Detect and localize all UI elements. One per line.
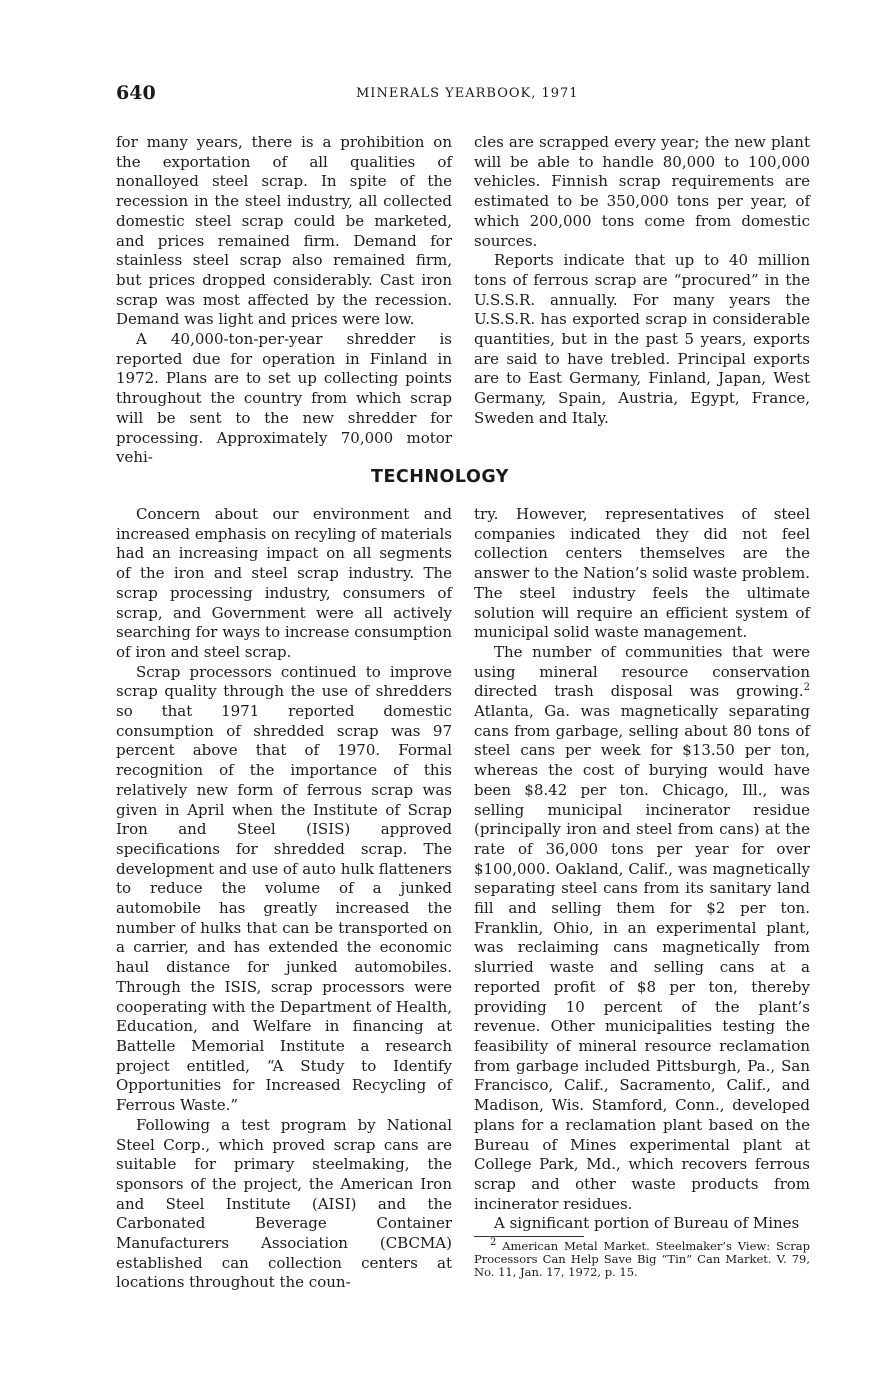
paragraph: cles are scrapped every year; the new plant will be able to handle 80,000 to 100,000 vehicles. Finnish scrap requirements are estimated to be 350,000 tons per year, of which 200,000 tons come from domestic sources. xyxy=(474,133,810,250)
top-right-column xyxy=(474,133,810,429)
paragraph-text: Atlanta, Ga. was magnetically separating cans from garbage, selling about 80 tons of steel cans per week for $13.50 per ton, whereas the cost of burying would have been $8.42 per ton. Chicago, Ill., was selling municipal incinerator residue (principally iron and steel from cans) at the rate of 36,000 tons per year for over $100,000. Oakland, Calif., was magnetically separating steel cans from its sanitary land fill and selling them for $2 per ton. Franklin, Ohio, in an experimental plant, was reclaiming cans magnetically from slurried waste and selling cans at a reported profit of $8 per ton, thereby providing 10 percent of the plant’s revenue. Other municipalities testing the feasibility of mineral resource reclamation from garbage included Pittsburgh, Pa., San Francisco, Calif., Sacramento, Calif., and Madison, Wis. Stamford, Conn., developed plans for a reclamation plant based on the Bureau of Mines experimental plant at College Park, Md., which recovers ferrous scrap and other waste products from incinerator residues. xyxy=(474,702,810,1213)
running-title: MINERALS YEARBOOK, 1971 xyxy=(356,86,579,101)
paragraph: Reports indicate that up to 40 million tons of ferrous scrap are “procured” in the U.S.S.R. annually. For many years the U.S.S.R. has exported scrap in considerable quantities, but in the past 5 years, exports are said to have trebled. Principal exports are to East Germany, Finland, Japan, West Germany, Spain, Austria, Egypt, France, Sweden and Italy. xyxy=(474,251,810,427)
footnote-reference: 2 xyxy=(803,682,810,694)
top-left-column xyxy=(116,133,452,468)
footnote-marker: 2 xyxy=(490,1237,497,1249)
paragraph: Concern about our environment and increased emphasis on recyling of materials had an increasing impact on all segments of the iron and steel scrap industry. The scrap processing industry, consumers of scrap, and Government were all actively searching for ways to increase consumption of iron and steel scrap. xyxy=(116,505,452,661)
footnote xyxy=(474,1237,810,1280)
paragraph: Following a test program by National Steel Corp., which proved scrap cans are suitable for primary steelmaking, the sponsors of the project, the American Iron and Steel Institute (AISI) and the Carbonated Beverage Container Manufacturers Association (CBCMA) established can collection centers at locations throughout the coun- xyxy=(116,1115,452,1292)
page-header xyxy=(116,82,816,112)
technology-right-column xyxy=(474,505,810,1279)
paragraph: A significant portion of Bureau of Mines xyxy=(494,1214,800,1233)
paragraph xyxy=(474,643,810,1214)
paragraph: for many years, there is a prohibition on the exportation of all qualities of nonalloyed steel scrap. In spite of the recession in the steel industry, all collected domestic steel scrap could be marketed, and prices remained firm. Demand for stainless steel scrap also remained firm, but prices dropped considerably. Cast iron scrap was most affected by the recession. Demand was light and prices were low. xyxy=(116,133,452,329)
paragraph-text: The number of communities that were using mineral resource conservation directed trash disposal was growing. xyxy=(474,642,810,701)
footnote-text: American Metal Market. Steelmaker’s View: Scrap Processors Can Help Save Big “Tin” Can Market. V. 79, No. 11, Jan. 17, 1972, p. 15. xyxy=(474,1239,810,1280)
section-heading-technology: TECHNOLOGY xyxy=(371,467,509,487)
paragraph: A 40,000-ton-per-year shredder is reported due for operation in Finland in 1972. Plans are to set up collecting points throughout the country from which scrap will be sent to the new shredder for processing. Approximately 70,000 motor vehi- xyxy=(116,330,452,467)
technology-left-column xyxy=(116,505,452,1293)
paragraph: try. However, representatives of steel companies indicated they did not feel collection centers themselves are the answer to the Nation’s solid waste problem. The steel industry feels the ultimate solution will require an efficient system of municipal solid waste management. xyxy=(474,505,810,642)
page-number: 640 xyxy=(116,82,156,104)
paragraph: Scrap processors continued to improve scrap quality through the use of shredders so that 1971 reported domestic consumption of shredded scrap was 97 percent above that of 1970. Formal recognition of the importance of this relatively new form of ferrous scrap was given in April when the Institute of Scrap Iron and Steel (ISIS) approved specifications for shredded scrap. The development and use of auto hulk flatteners to reduce the volume of a junked automobile has greatly increased the number of hulks that can be transported on a carrier, and has extended the economic haul distance for junked automobiles. Through the ISIS, scrap processors were cooperating with the Department of Health, Education, and Welfare in financing at Battelle Memorial Institute a research project entitled, “A Study to Identify Opportunities for Increased Recycling of Ferrous Waste.” xyxy=(116,662,452,1115)
